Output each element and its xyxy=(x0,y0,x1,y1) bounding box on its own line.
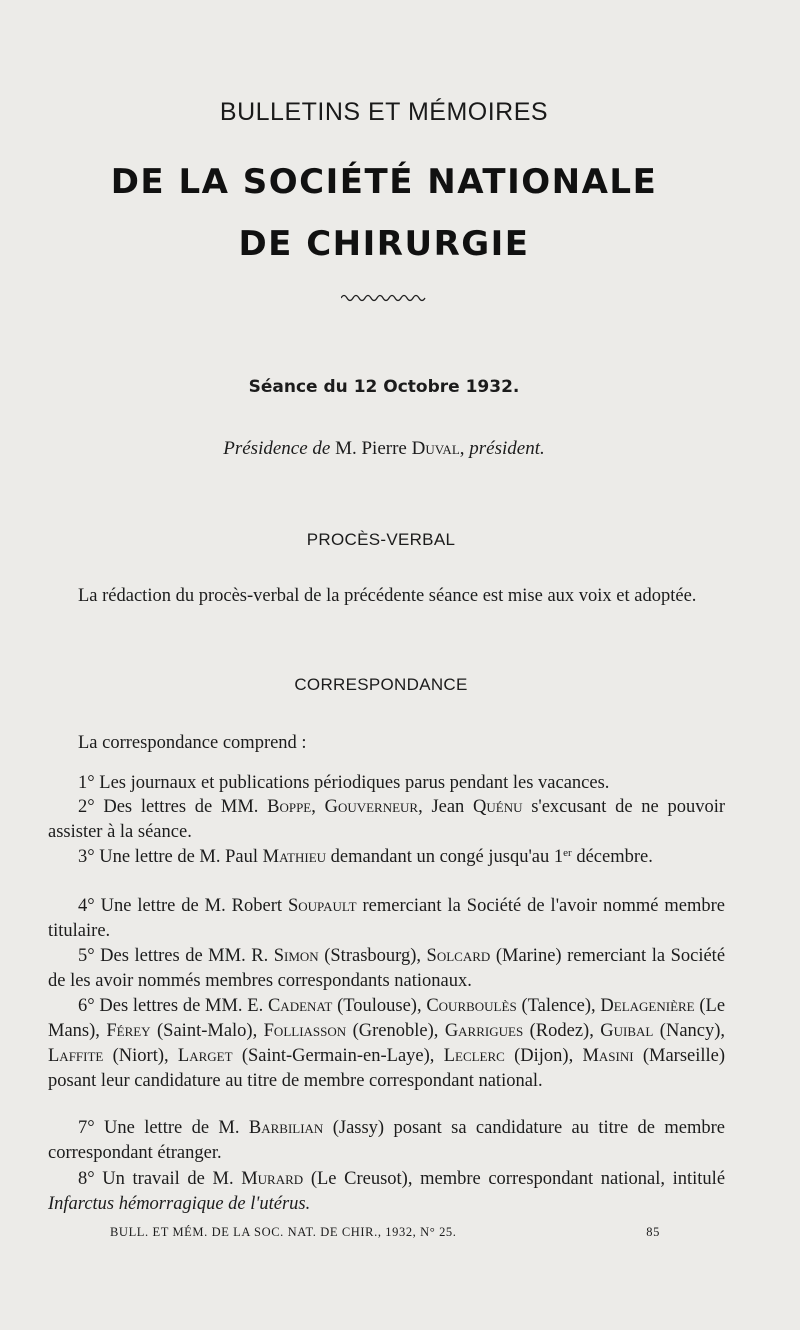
page-footer xyxy=(110,1225,660,1240)
section-title-proces-verbal: PROCÈS-VERBAL xyxy=(306,530,456,549)
president-name: Duval xyxy=(411,438,460,459)
proces-verbal-text: La rédaction du procès-verbal de la précédente séance est mise aux voix et adoptée. xyxy=(78,586,697,606)
footer-citation: BULL. ET MÉM. DE LA SOC. NAT. DE CHIR., 1932, N° 25. xyxy=(110,1225,457,1239)
presidence-line: Présidence de M. Pierre Duval, président. xyxy=(223,438,545,459)
correspondance-item-8: 8° Un travail de M. Murard (Le Creusot), membre correspondant national, intitulé Infarctus hémorragique de l'utérus. xyxy=(48,1169,726,1214)
correspondance-item-7: 7° Une lettre de M. Barbilian (Jassy) posant sa candidature au titre de membre correspondant étranger. xyxy=(48,1118,725,1163)
journal-title-line3: DE CHIRURGIE xyxy=(238,224,530,264)
presidence-role: président. xyxy=(469,438,545,459)
journal-title-line1: BULLETINS ET MÉMOIRES xyxy=(219,98,549,126)
correspondance-item-3: 3° Une lettre de M. Paul Mathieu demandant un congé jusqu'au 1er décembre. xyxy=(78,847,653,867)
name-boppe: Boppe xyxy=(267,797,312,817)
seance-date: Séance du 12 Octobre 1932. xyxy=(248,377,520,397)
page-number: 85 xyxy=(646,1225,660,1239)
work-title: Infarctus hémorragique de l'utérus. xyxy=(48,1194,311,1214)
name-mathieu: Mathieu xyxy=(262,847,327,867)
wavy-ornament-divider xyxy=(341,291,427,303)
name-soupault: Soupault xyxy=(287,896,357,916)
name-simon: Simon xyxy=(273,946,319,966)
presidence-prefix: Présidence de xyxy=(223,438,331,459)
name-barbilian: Barbilian xyxy=(248,1118,324,1138)
name-solcard: Solcard xyxy=(426,946,491,966)
name-gouverneur: Gouverneur xyxy=(324,797,419,817)
journal-title-line2: DE LA SOCIÉTÉ NATIONALE xyxy=(110,162,658,202)
correspondance-item-1: 1° Les journaux et publications périodiques parus pendant les vacances. xyxy=(78,773,610,793)
correspondance-item-5: 5° Des lettres de MM. R. Simon (Strasbourg), Solcard (Marine) remerciant la Société de les avoir nommés membres correspondants nationaux. xyxy=(48,946,726,991)
section-title-correspondance: CORRESPONDANCE xyxy=(294,675,468,694)
correspondance-item-6: 6° Des lettres de MM. E. Cadenat (Toulouse), Courboulès (Talence), Delagenière (Le Mans), Férey (Saint-Malo), Folliasson (Grenoble), Garrigues (Rodez), Guibal (Nancy), Laffite (Niort), Larget (Saint-Germain-en-Laye), Leclerc (Dijon), Masini (Marseille) posant leur candidature au titre de membre correspondant national. xyxy=(48,996,726,1091)
correspondance-item-2: 2° Des lettres de MM. Boppe, Gouverneur, Jean Quénu s'excusant de ne pouvoir assister à la séance. xyxy=(48,797,726,842)
name-murard: Murard xyxy=(241,1169,304,1189)
presidence-m: M. Pierre xyxy=(335,438,407,459)
correspondance-intro: La correspondance comprend : xyxy=(78,733,307,753)
correspondance-item-4: 4° Une lettre de M. Robert Soupault remerciant la Société de l'avoir nommé membre titulaire. xyxy=(48,896,726,941)
name-quenu: Quénu xyxy=(473,797,523,817)
